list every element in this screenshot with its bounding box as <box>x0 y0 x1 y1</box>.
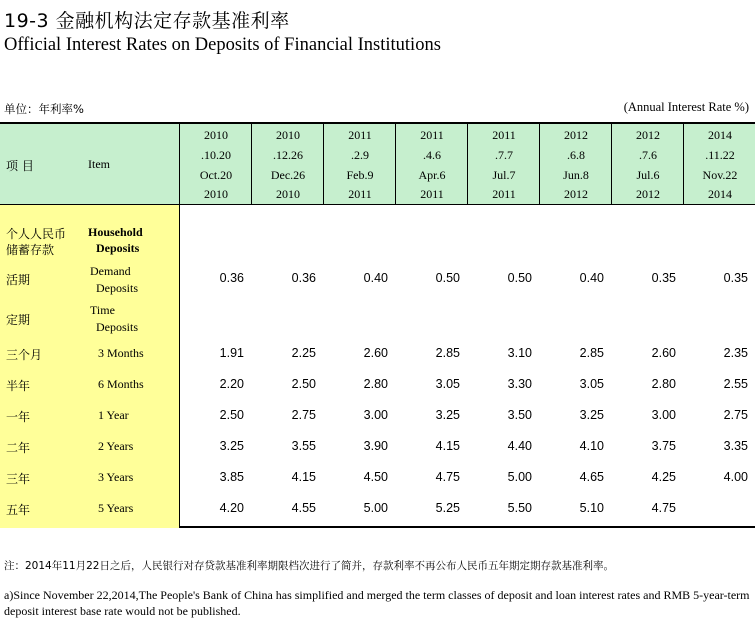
header-date-column <box>396 124 468 204</box>
header-date-line: 2012 <box>636 128 660 142</box>
header-date-line: 2012 <box>564 128 588 142</box>
rate-value: 2.80 <box>363 377 388 391</box>
term-label-cn: 三个月 <box>6 348 43 362</box>
rate-value: 2.25 <box>291 346 316 360</box>
rate-value: 3.05 <box>579 377 604 391</box>
header-date-column <box>612 124 684 204</box>
term-label-cn: 半年 <box>6 379 31 393</box>
term-label-en: 1 Year <box>98 408 129 422</box>
term-label-en: 3 Years <box>98 470 134 484</box>
header-column-separator <box>323 124 324 204</box>
rate-value: 0.50 <box>507 271 532 285</box>
term-label-cn: 二年 <box>6 441 31 455</box>
header-date-line: .12.26 <box>273 148 303 162</box>
header-date-line: Apr.6 <box>418 168 446 182</box>
column-divider <box>179 124 180 528</box>
header-item-cn: 项 目 <box>6 159 34 173</box>
table-header <box>0 124 755 205</box>
time-label-cn: 定期 <box>6 313 31 327</box>
header-date-line: 2011 <box>420 128 444 142</box>
rate-value: 4.50 <box>363 470 388 484</box>
demand-label-cn: 活期 <box>6 273 31 287</box>
header-date-line: 2010 <box>204 187 228 201</box>
title-english: Official Interest Rates on Deposits of Financial Institutions <box>4 35 441 55</box>
term-label-en: 6 Months <box>98 377 144 391</box>
header-item-en: Item <box>88 157 110 171</box>
term-label-cn: 五年 <box>6 503 31 517</box>
header-date-line: Feb.9 <box>346 168 374 182</box>
rate-value: 3.25 <box>579 408 604 422</box>
header-date-line: 2010 <box>276 187 300 201</box>
header-date-line: .11.22 <box>705 148 735 162</box>
header-date-line: 2014 <box>708 187 732 201</box>
header-date-line: Nov.22 <box>702 168 738 182</box>
unit-chinese: 单位：年利率% <box>4 102 84 116</box>
title-chinese: 19-3 金融机构法定存款基准利率 <box>4 10 290 32</box>
rate-value: 4.55 <box>291 501 316 515</box>
time-label-en2: Deposits <box>96 320 138 334</box>
rate-value: 2.80 <box>651 377 676 391</box>
note-english: a)Since November 22,2014,The People's Bank of China has simplified and merged the term classes of deposit and loan interest rates and RMB 5-year-term deposit interest base rate would not be published. <box>4 588 750 618</box>
header-date-line: 2011 <box>492 128 516 142</box>
header-date-line: Oct.20 <box>199 168 233 182</box>
rate-value: 4.15 <box>435 439 460 453</box>
header-date-line: .7.6 <box>639 148 657 162</box>
rate-value: 4.75 <box>435 470 460 484</box>
interest-rate-table <box>0 122 755 528</box>
rate-value: 4.65 <box>579 470 604 484</box>
header-date-column <box>180 124 252 204</box>
header-column-separator <box>611 124 612 204</box>
rate-value: 4.15 <box>291 470 316 484</box>
rate-value: 5.00 <box>507 470 532 484</box>
rate-value: 5.25 <box>435 501 460 515</box>
header-date-line: 2011 <box>492 187 516 201</box>
rate-value: 2.85 <box>435 346 460 360</box>
time-label-en1: Time <box>90 303 115 317</box>
rate-value: 3.90 <box>363 439 388 453</box>
rate-value: 2.60 <box>363 346 388 360</box>
rate-value: 5.50 <box>507 501 532 515</box>
rate-value: 2.85 <box>579 346 604 360</box>
rate-value: 3.75 <box>651 439 676 453</box>
rate-value: 3.10 <box>507 346 532 360</box>
rate-value: 3.35 <box>723 439 748 453</box>
rate-value: 0.35 <box>651 271 676 285</box>
rate-value: 2.60 <box>651 346 676 360</box>
rate-value: 2.50 <box>219 408 244 422</box>
rate-value: 2.75 <box>723 408 748 422</box>
rate-value: 2.50 <box>291 377 316 391</box>
header-column-separator <box>251 124 252 204</box>
demand-label-en1: Demand <box>90 264 131 278</box>
rate-value: 0.36 <box>219 271 244 285</box>
rate-value: 5.10 <box>579 501 604 515</box>
header-date-line: 2011 <box>348 187 372 201</box>
household-label-cn1: 个人人民币 <box>6 227 67 241</box>
rate-value: 3.05 <box>435 377 460 391</box>
rate-value: 0.50 <box>435 271 460 285</box>
rate-value: 3.55 <box>291 439 316 453</box>
header-date-line: .7.7 <box>495 148 513 162</box>
term-label-en: 5 Years <box>98 501 134 515</box>
header-date-line: 2014 <box>708 128 732 142</box>
rate-value: 0.35 <box>723 271 748 285</box>
rate-value: 2.75 <box>291 408 316 422</box>
term-label-en: 3 Months <box>98 346 144 360</box>
header-date-line: Jul.6 <box>636 168 660 182</box>
rate-value: 4.00 <box>723 470 748 484</box>
header-column-separator <box>683 124 684 204</box>
unit-english: (Annual Interest Rate %) <box>623 100 749 114</box>
header-date-line: 2011 <box>348 128 372 142</box>
rate-value: 1.91 <box>219 346 244 360</box>
rate-value: 3.50 <box>507 408 532 422</box>
header-column-separator <box>539 124 540 204</box>
rate-value: 2.20 <box>219 377 244 391</box>
header-date-column <box>684 124 755 204</box>
header-date-line: 2012 <box>564 187 588 201</box>
rate-value: 3.25 <box>219 439 244 453</box>
rate-value: 4.40 <box>507 439 532 453</box>
header-column-separator <box>395 124 396 204</box>
rate-value: 0.36 <box>291 271 316 285</box>
rate-value: 2.35 <box>723 346 748 360</box>
rate-value: 4.10 <box>579 439 604 453</box>
term-label-cn: 三年 <box>6 472 31 486</box>
header-date-line: .10.20 <box>201 148 231 162</box>
rate-value: 4.20 <box>219 501 244 515</box>
header-date-line: Jun.8 <box>563 168 589 182</box>
note-chinese: 注：2014年11月22日之后，人民银行对存贷款基准利率期限档次进行了简并，存款利率不再公布人民币五年期定期存款基准利率。 <box>4 560 614 572</box>
header-date-line: 2011 <box>420 187 444 201</box>
household-label-cn2: 储蓄存款 <box>6 243 55 257</box>
header-date-column <box>252 124 324 204</box>
rate-value: 3.25 <box>435 408 460 422</box>
rate-value: 4.75 <box>651 501 676 515</box>
header-date-column <box>324 124 396 204</box>
term-label-en: 2 Years <box>98 439 134 453</box>
header-date-line: Dec.26 <box>270 168 306 182</box>
header-date-column <box>468 124 540 204</box>
rate-value: 2.55 <box>723 377 748 391</box>
header-date-line: Jul.7 <box>492 168 516 182</box>
rate-value: 3.30 <box>507 377 532 391</box>
rate-value: 3.85 <box>219 470 244 484</box>
header-date-line: .6.8 <box>567 148 585 162</box>
rate-value: 0.40 <box>579 271 604 285</box>
rate-value: 0.40 <box>363 271 388 285</box>
header-date-line: .4.6 <box>423 148 441 162</box>
header-date-column <box>540 124 612 204</box>
rate-value: 3.00 <box>363 408 388 422</box>
demand-label-en2: Deposits <box>96 281 138 295</box>
household-label-en2: Deposits <box>96 241 140 255</box>
term-label-cn: 一年 <box>6 410 31 424</box>
rate-value: 3.00 <box>651 408 676 422</box>
rate-value: 5.00 <box>363 501 388 515</box>
header-date-line: .2.9 <box>351 148 369 162</box>
header-date-line: 2012 <box>636 187 660 201</box>
household-label-en1: Household <box>88 225 143 239</box>
header-column-separator <box>467 124 468 204</box>
header-date-line: 2010 <box>276 128 300 142</box>
rate-value: 4.25 <box>651 470 676 484</box>
header-date-line: 2010 <box>204 128 228 142</box>
